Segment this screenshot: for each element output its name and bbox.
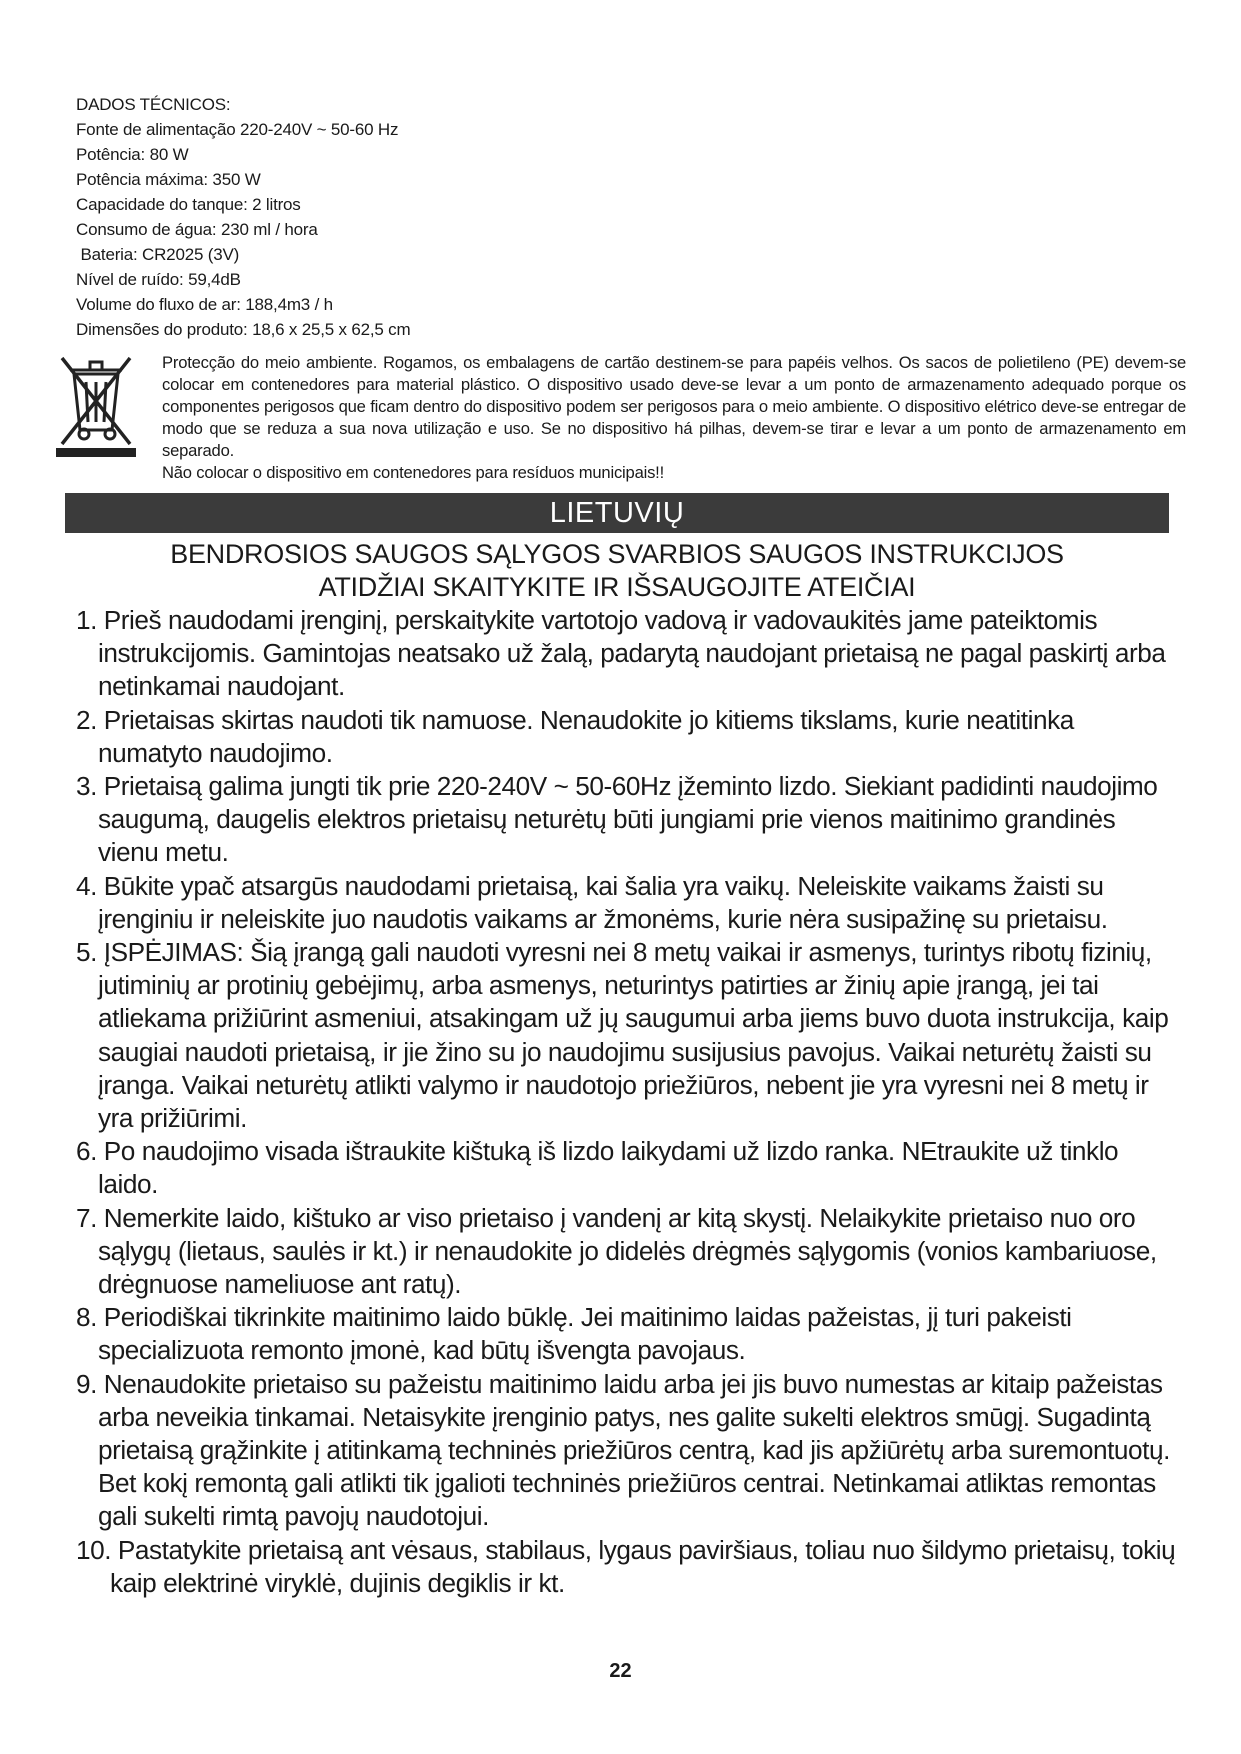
- spec-line: Capacidade do tanque: 2 litros: [76, 195, 301, 214]
- instruction-item: 10. Pastatykite prietaisą ant vėsaus, stabilaus, lygaus paviršiaus, toliau nuo šildymo prietaisų, tokių kaip elektrinė viryklė, dujinis degiklis ir kt.: [76, 1534, 1176, 1598]
- environment-warning: Não colocar o dispositivo em contenedores para resíduos municipais!!: [162, 463, 664, 482]
- spec-line: Consumo de água: 230 ml / hora: [76, 220, 318, 239]
- environment-section: [56, 352, 1186, 487]
- instruction-item: 8. Periodiškai tikrinkite maitinimo laido būklę. Jei maitinimo laidas pažeistas, jį turi pakeisti specializuota remonto įmonė, kad būtų išvengta pavojaus.: [76, 1302, 1072, 1366]
- instruction-item: 3. Prietaisą galima jungti tik prie 220-240V ~ 50-60Hz įžeminto lizdo. Siekiant padidinti naudojimo saugumą, daugelis elektros prietaisų neturėtų būti jungiami prie vienos maitinimo grandinės vienu metu.: [76, 771, 1158, 868]
- instruction-item: 2. Prietaisas skirtas naudoti tik namuose. Nenaudokite jo kitiems tikslams, kurie neatitinka numatyto naudojimo.: [76, 704, 1074, 768]
- spec-line: Dimensões do produto: 18,6 x 25,5 x 62,5 cm: [76, 320, 411, 339]
- instruction-item: 5. ĮSPĖJIMAS: Šią įrangą gali naudoti vyresni nei 8 metų vaikai ir asmenys, turintys ribotų fizinių, jutiminių ar protinių gebėjimų, arba asmenys, neturintys patirties ar žinių apie įrangą, jei tai atliekama prižiūrint asmeniui, atsakingam už jų saugumui arba jiems buvo duota instrukcija, kaip saugiai naudoti prietaisą, ir jie žino su jo naudojimu susijusius pavojus. Vaikai neturėtų žaisti su įranga. Vaikai neturėtų atlikti valymo ir naudotojo priežiūros, nebent jie yra vyresni nei 8 metų ir yra prižiūrimi.: [76, 937, 1169, 1134]
- weee-crossed-bin-icon: [56, 352, 136, 460]
- spec-line: Potência: 80 W: [76, 145, 189, 164]
- spec-line: Potência máxima: 350 W: [76, 170, 261, 189]
- language-section-bar: LIETUVIŲ: [65, 493, 1169, 533]
- safety-heading: [65, 538, 1169, 604]
- environment-paragraph: Protecção do meio ambiente. Rogamos, os embalagens de cartão destinem-se para papéis velhos. Os sacos de polietileno (PE) devem-se colocar em contenedores para material plástico. O dispositivo usado deve-se levar a um ponto de armazenamento adequado porque os componentes perigosos que ficam dentro do dispositivo podem ser perigosos para o meio ambiente. O dispositivo elétrico deve-se entregar de modo que se reduza a sua nova utilização e uso. Se no dispositivo há pilhas, devem-se tirar e levar a um ponto de armazenamento em separado.: [162, 353, 1186, 460]
- safety-heading-line: BENDROSIOS SAUGOS SĄLYGOS SVARBIOS SAUGOS INSTRUKCIJOS: [170, 539, 1064, 569]
- spec-line: Fonte de alimentação 220-240V ~ 50-60 Hz: [76, 120, 399, 139]
- instruction-item: 1. Prieš naudodami įrenginį, perskaitykite vartotojo vadovą ir vadovaukitės jame pateiktomis instrukcijomis. Gamintojas neatsako už žalą, padarytą naudojant prietaisą ne pagal paskirtį arba netinkamai naudojant.: [76, 605, 1166, 702]
- technical-data: [76, 92, 836, 342]
- spec-line: Nível de ruído: 59,4dB: [76, 270, 241, 289]
- safety-instructions-list: [76, 604, 1176, 1600]
- safety-heading-line: ATIDŽIAI SKAITYKITE IR IŠSAUGOJITE ATEIČIAI: [318, 572, 916, 602]
- instruction-item: 6. Po naudojimo visada ištraukite kištuką iš lizdo laikydami už lizdo ranka. NEtraukite už tinklo laido.: [76, 1136, 1119, 1200]
- instruction-item: 9. Nenaudokite prietaiso su pažeistu maitinimo laidu arba jei jis buvo numestas ar kitaip pažeistas arba neveikia tinkamai. Netaisykite įrenginio patys, nes galite sukelti elektros smūgį. Sugadintą prietaisą grąžinkite į atitinkamą techninės priežiūros centrą, kad jis apžiūrėtų arba suremontuotų. Bet kokį remontą gali atlikti tik įgalioti techninės priežiūros centrai. Netinkamai atliktas remontas gali sukelti rimtą pavojų naudotojui.: [76, 1368, 1170, 1532]
- instruction-item: 4. Būkite ypač atsargūs naudodami prietaisą, kai šalia yra vaikų. Neleiskite vaikams žaisti su įrenginiu ir neleiskite juo naudotis vaikams ar žmonėms, kurie nėra susipažinę su prietaisu.: [76, 870, 1108, 934]
- instruction-item: 7. Nemerkite laido, kištuko ar viso prietaiso į vandenį ar kitą skystį. Nelaikykite prietaiso nuo oro sąlygų (lietaus, saulės ir kt.) ir nenaudokite jo didelės drėgmės sąlygomis (vonios kambariuose, drėgnuose nameliuose ant ratų).: [76, 1202, 1157, 1300]
- spec-line: Volume do fluxo de ar: 188,4m3 / h: [76, 295, 333, 314]
- technical-data-title: DADOS TÉCNICOS:: [76, 95, 231, 114]
- spec-line: Bateria: CR2025 (3V): [76, 245, 240, 264]
- page-number: 22: [609, 1660, 632, 1682]
